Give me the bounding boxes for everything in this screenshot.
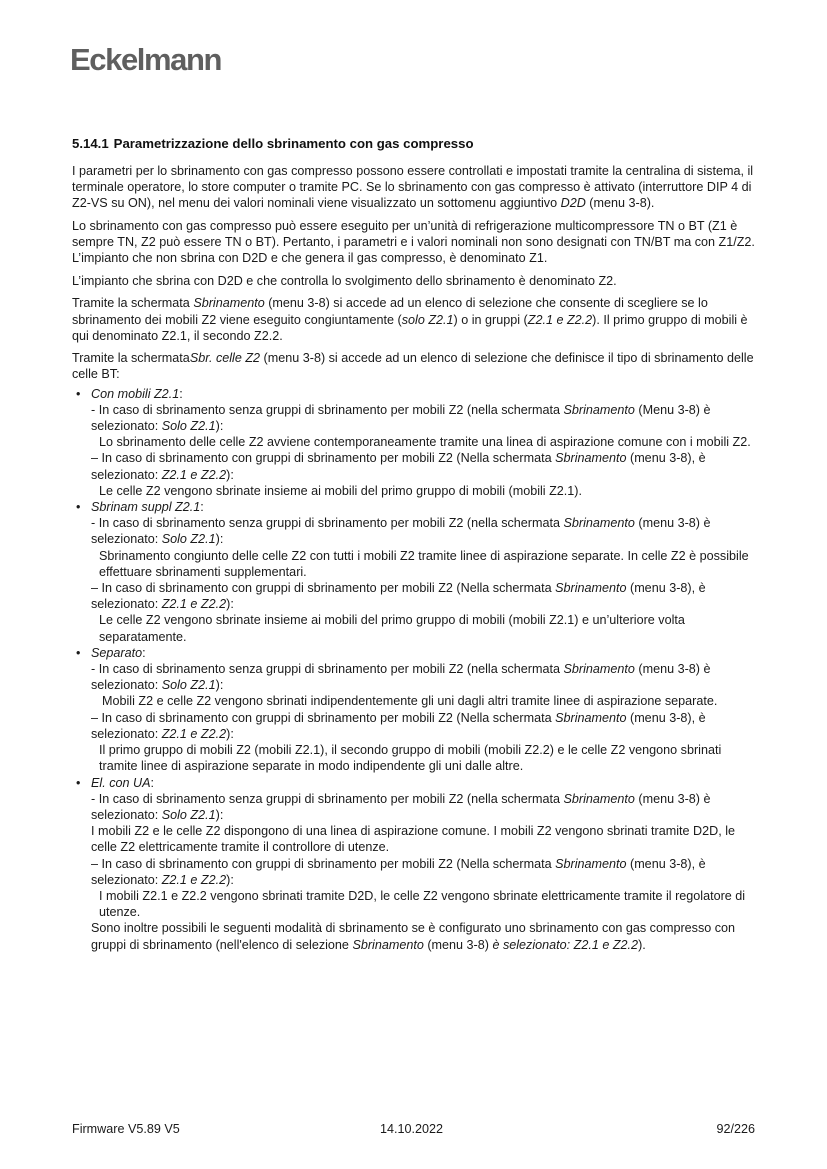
- text: Tramite la schermata: [72, 296, 194, 311]
- item-line: I mobili Z2.1 e Z2.2 vengono sbrinati tramite D2D, le celle Z2 vengono sbrinate elettricamente tramite il regolatore di utenze.: [99, 888, 746, 920]
- text: Con mobili Z2.1: [91, 386, 180, 401]
- text: El. con UA: [91, 775, 151, 790]
- item-line: [91, 710, 762, 742]
- text: Sono inoltre possibili le seguenti modalità di sbrinamento se è configurato uno sbrinamento con gas compresso con gruppi di sbrinamento (nell'elenco di selezione: [91, 921, 736, 952]
- text: ):: [226, 467, 234, 482]
- text: (menu 3-8) si accede ad un elenco di selezione che definisce il tipo di sbrinamento delle celle BT:: [72, 351, 754, 382]
- text: Z2.1 e Z2.2: [161, 597, 227, 612]
- text: (menu 3-8), è selezionato:: [91, 451, 706, 482]
- mode-list: [72, 386, 762, 953]
- text: (menu 3-8) si accede ad un elenco di selezione che consente di scegliere se lo sbrinamento dei mobili Z2 viene eseguito congiuntamente (: [72, 296, 708, 327]
- text: (menu 3-8) è selezionato:: [91, 516, 711, 547]
- item-title: • Sbrinam suppl Z2.1:: [91, 500, 204, 515]
- list-item: [72, 775, 762, 953]
- text: ):: [215, 678, 224, 693]
- paragraph-celle-screen: [72, 350, 762, 382]
- text: Solo Z2.1: [161, 419, 216, 434]
- footer-page-number: 92/226: [716, 1122, 755, 1136]
- text: (menu 3-8), è selezionato:: [91, 856, 706, 887]
- item-line: Sbrinamento congiunto delle celle Z2 con tutti i mobili Z2 tramite linee di aspirazione separate. In celle Z2 è possibile effettuare sbrinamenti supplementari.: [99, 548, 749, 579]
- text: Solo Z2.1: [161, 678, 216, 693]
- text: - In caso di sbrinamento senza gruppi di sbrinamento per mobili Z2 (nella schermata: [91, 516, 564, 531]
- item-line: Le celle Z2 vengono sbrinate insieme ai mobili del primo gruppo di mobili (mobili Z2.1) e un’ulteriore volta separatamente.: [99, 613, 685, 644]
- item-line: [91, 515, 762, 547]
- item-line: Le celle Z2 vengono sbrinate insieme ai mobili del primo gruppo di mobili (mobili Z2.1).: [99, 483, 582, 498]
- text: Sbrinamento: [563, 402, 635, 417]
- text: Tramite la schermata: [72, 351, 190, 366]
- text: ).: [638, 937, 646, 952]
- text: Sbrinamento: [555, 856, 627, 871]
- section-number: 5.14.1: [72, 136, 109, 151]
- text: (menu 3-8), è selezionato:: [91, 710, 706, 741]
- text: - In caso di sbrinamento senza gruppi di sbrinamento per mobili Z2 (nella schermata: [91, 402, 564, 417]
- text: – In caso di sbrinamento con gruppi di sbrinamento per mobili Z2 (Nella schermata: [91, 451, 556, 466]
- paragraph-z2: L’impianto che sbrina con D2D e che controlla lo svolgimento dello sbrinamento è denominato Z2.: [72, 273, 617, 288]
- text: ):: [215, 807, 224, 822]
- paragraph-units: Lo sbrinamento con gas compresso può essere eseguito per un’unità di refrigerazione multicompressore TN o BT (Z1 è sempre TN, Z2 può essere TN o BT). Pertanto, i parametri e i valori nominali non sono designati con TN/BT ma con Z1/Z2. L’impianto che non sbrina con D2D e che genera il gas compresso, è denominato Z1.: [72, 218, 755, 266]
- text: Z2.1 e Z2.2: [161, 467, 227, 482]
- item-line: I mobili Z2 e le celle Z2 dispongono di una linea di aspirazione comune. I mobili Z2 vengono sbrinati tramite D2D, le celle Z2 elettricamente tramite il controllore di utenze.: [91, 824, 736, 855]
- text: - In caso di sbrinamento senza gruppi di sbrinamento per mobili Z2 (nella schermata: [91, 662, 564, 677]
- text: Sbrinamento: [555, 710, 627, 725]
- list-item: [72, 645, 762, 775]
- text: ):: [226, 872, 234, 887]
- footer-date: 14.10.2022: [380, 1122, 444, 1136]
- text: Z2.1 e Z2.2: [527, 312, 593, 327]
- text: Sbrinamento: [555, 451, 627, 466]
- text: – In caso di sbrinamento con gruppi di sbrinamento per mobili Z2 (Nella schermata: [91, 581, 556, 596]
- text: ) o in gruppi (: [453, 312, 528, 327]
- text: – In caso di sbrinamento con gruppi di sbrinamento per mobili Z2 (Nella schermata: [91, 710, 556, 725]
- footer-firmware: Firmware V5.89 V5: [72, 1122, 180, 1136]
- text: Solo Z2.1: [161, 532, 216, 547]
- text: ):: [226, 726, 234, 741]
- item-line: [91, 791, 762, 823]
- item-line: [91, 661, 762, 693]
- item-line: [91, 450, 762, 482]
- item-title: • Separato:: [91, 645, 146, 660]
- section-title: Parametrizzazione dello sbrinamento con gas compresso: [113, 136, 474, 151]
- item-line: [91, 920, 762, 952]
- text: Sbrinam suppl Z2.1: [91, 500, 201, 515]
- text: D2D: [560, 196, 586, 211]
- text: I parametri per lo sbrinamento con gas compresso possono essere controllati e impostati tramite la centralina di sistema, il terminale operatore, lo store computer o tramite PC. Se lo sbrinamento con gas compresso è attivato (interruttore DIP 4 di Z2-VS su ON), nel menu dei valori nominali viene visualizzato un sottomenu aggiuntivo: [72, 164, 754, 211]
- text: Z2.1 e Z2.2: [161, 726, 227, 741]
- text: Z2.1 e Z2.2: [161, 872, 227, 887]
- text: (menu 3-8) è selezionato:: [91, 791, 711, 822]
- list-item: [72, 499, 762, 645]
- item-line: [91, 402, 762, 434]
- text: Sbr. celle Z2: [189, 351, 261, 366]
- item-line: Lo sbrinamento delle celle Z2 avviene contemporaneamente tramite una linea di aspirazione comune con i mobili Z2.: [99, 435, 751, 450]
- text: – In caso di sbrinamento con gruppi di sbrinamento per mobili Z2 (Nella schermata: [91, 856, 556, 871]
- text: (menu 3-8), è selezionato:: [91, 581, 706, 612]
- text: (Menu 3-8) è selezionato:: [91, 402, 711, 434]
- text: Sbrinamento: [563, 662, 635, 677]
- text: è selezionato: Z2.1 e Z2.2: [492, 937, 639, 952]
- text: Separato: [91, 645, 143, 660]
- body-content: [72, 163, 762, 953]
- text: Sbrinamento: [563, 516, 635, 531]
- text: Solo Z2.1: [161, 807, 216, 822]
- text: Sbrinamento: [555, 581, 627, 596]
- paragraph-intro: [72, 163, 762, 212]
- text: Sbrinamento: [352, 937, 424, 952]
- item-line: Mobili Z2 e celle Z2 vengono sbrinati indipendentemente gli uni dagli altri tramite linee di aspirazione separate.: [102, 694, 718, 709]
- text: solo Z2.1: [401, 312, 454, 327]
- text: Sbrinamento: [563, 791, 635, 806]
- paragraph-sbrinamento-screen: [72, 295, 762, 344]
- text: (menu 3-8) è selezionato:: [91, 662, 711, 693]
- text: Sbrinamento: [193, 296, 265, 311]
- text: ):: [215, 532, 224, 547]
- text: ). Il primo gruppo di mobili è qui denominato Z2.1, il secondo Z2.2.: [72, 312, 748, 343]
- item-line: Il primo gruppo di mobili Z2 (mobili Z2.1), il secondo gruppo di mobili (mobili Z2.2) e le celle Z2 vengono sbrinati tramite linee di aspirazione separate in modo indipendente gli uni dalle altre.: [99, 743, 722, 774]
- item-line: [91, 856, 762, 888]
- item-title: • Con mobili Z2.1:: [91, 386, 183, 401]
- text: ):: [226, 597, 234, 612]
- text: ):: [215, 419, 224, 434]
- eckelmann-logo: Eckelmann: [70, 42, 222, 77]
- text: (menu 3-8): [423, 937, 493, 952]
- item-title: • El. con UA:: [91, 775, 154, 790]
- section-heading: [72, 136, 474, 151]
- text: (menu 3-8).: [585, 196, 655, 211]
- list-item: [72, 386, 762, 499]
- text: - In caso di sbrinamento senza gruppi di sbrinamento per mobili Z2 (nella schermata: [91, 791, 564, 806]
- item-line: [91, 580, 762, 612]
